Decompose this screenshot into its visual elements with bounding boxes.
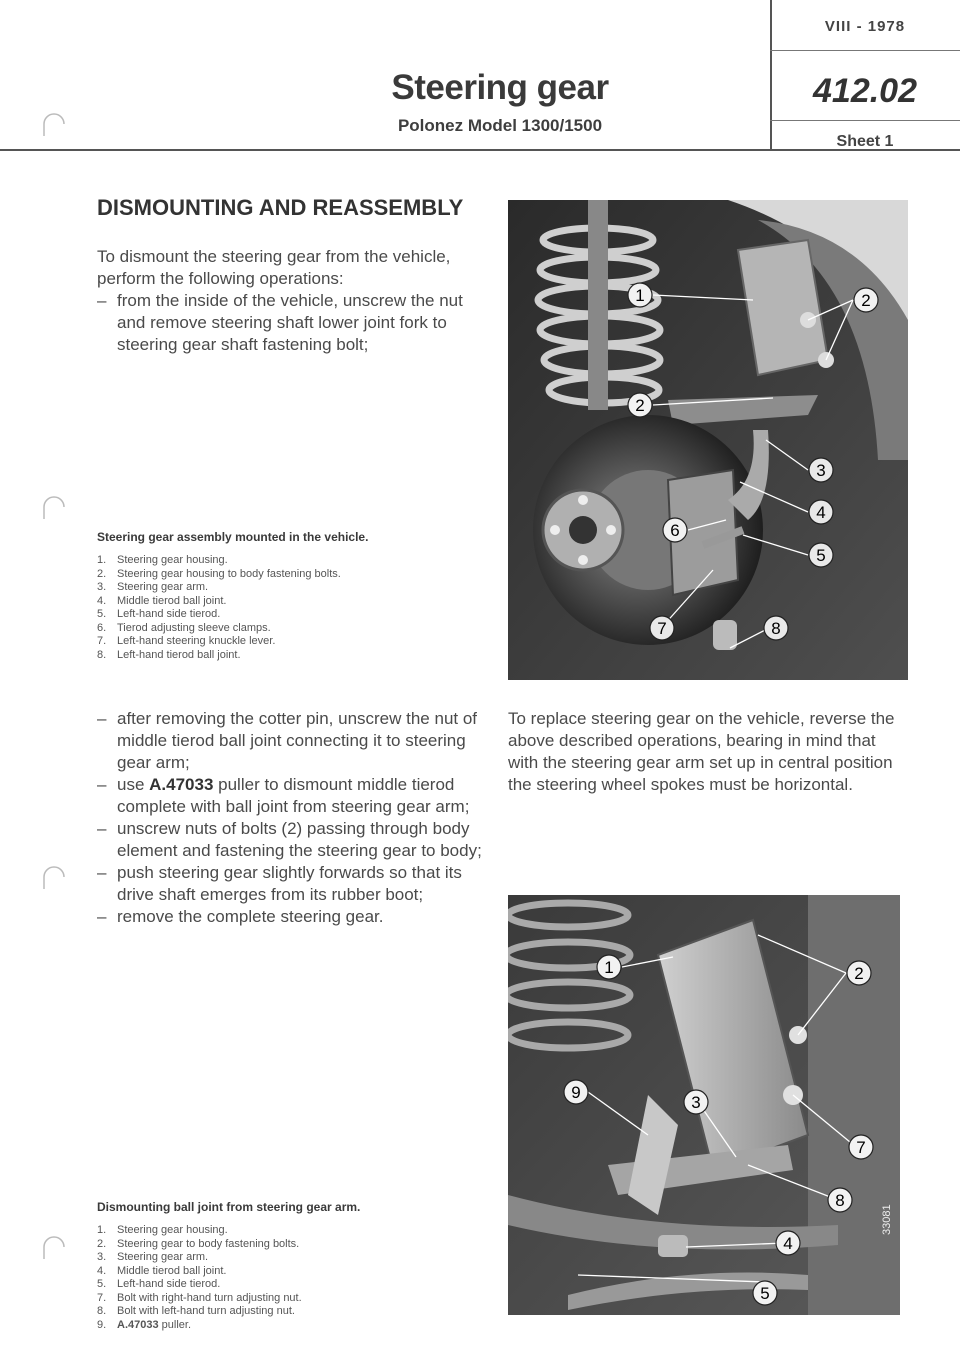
intro-paragraph: To dismount the steering gear from the vehicle, perform the following operations: [97,247,451,288]
figure2-photo [508,895,900,1315]
figure1-legend [97,554,477,662]
callout-label: 3 [691,1093,701,1112]
callout-label: 9 [571,1083,581,1102]
callout-label: 8 [771,619,781,638]
legend-item: 9. A.47033 puller. [97,1318,192,1331]
procedure-steps-top [97,290,492,356]
callout-4 [809,500,833,524]
section-code: 412.02 [813,72,917,110]
callout-label: 6 [670,521,680,540]
procedure-step: – after removing the cotter pin, unscrew the nut of middle tierod ball joint connecting it to steering gear arm; [97,708,492,774]
legend-item: 3. Steering gear arm. [97,1251,209,1263]
callout-6 [663,518,687,542]
registration-mark [40,495,68,523]
callout-2 [847,961,871,985]
procedure-step: – use A.47033 puller to dismount middle tierod complete with ball joint from steering gear arm; [97,774,492,818]
callout-label: 7 [856,1138,866,1157]
legend-item: 1. Steering gear housing. [97,1224,228,1236]
registration-mark [40,112,68,140]
callout-3 [684,1090,708,1114]
section-heading: DISMOUNTING AND REASSEMBLY [97,195,464,220]
page-title: Steering gear [391,68,609,107]
figure1-caption-block [97,530,477,662]
callout-1 [597,955,621,979]
header-box-rule [770,50,960,51]
registration-mark [40,865,68,893]
callout-7 [650,616,674,640]
legend-item: 5. Left-hand side tierod. [97,1278,221,1290]
callout-1 [628,283,652,307]
legend-item: 7. Left-hand steering knuckle lever. [97,635,276,647]
ball-joint [713,620,737,650]
legend-item: 8. Left-hand tierod ball joint. [97,648,241,661]
reassembly-paragraph: To replace steering gear on the vehicle, reverse the above described operations, bearing in mind that with the steering gear arm set up in central position the steering wheel spokes must be horizontal. [508,709,895,794]
callout-label: 7 [657,619,667,638]
procedure-steps-bottom [97,708,492,928]
legend-item: 4. Middle tierod ball joint. [97,594,227,607]
legend-item: 2. Steering gear to body fastening bolts. [97,1237,300,1250]
callout-label: 1 [635,286,645,305]
callout-9 [564,1080,588,1104]
legend-item: 1. Steering gear housing. [97,554,228,566]
legend-item: 2. Steering gear housing to body fastening bolts. [97,567,341,580]
callout-label: 5 [816,546,826,565]
figure1-photo [508,200,908,680]
callout-2 [854,288,878,312]
model-subtitle: Polonez Model 1300/1500 [397,116,603,135]
tool-number: A.47033 [149,775,214,794]
callout-4 [776,1231,800,1255]
legend-item: 4. Middle tierod ball joint. [97,1264,227,1277]
figure2-caption-block [97,1200,477,1332]
callout-8 [764,616,788,640]
procedure-step: – remove the complete steering gear. [97,906,492,928]
callout-label: 3 [816,461,826,480]
callout-label: 2 [635,396,645,415]
legend-item: 6. Tierod adjusting sleeve clamps. [97,621,271,634]
callout-8 [828,1188,852,1212]
legend-item: 5. Left-hand side tierod. [97,608,221,620]
callout-label: 2 [854,964,864,983]
callout-label: 4 [783,1234,793,1253]
photo-serial: 33081 [881,1204,893,1235]
procedure-step: – from the inside of the vehicle, unscrew the nut and remove steering shaft lower joint fork to steering gear shaft fastening bolt; [97,290,492,356]
header-box-rule [770,120,960,121]
callout-label: 1 [604,958,614,977]
callout-label: 5 [760,1284,770,1303]
procedure-step: – unscrew nuts of bolts (2) passing through body element and fastening the steering gear to body; [97,818,492,862]
callout-7 [849,1135,873,1159]
tool-number: A.47033 [117,1318,159,1331]
callout-5 [753,1281,777,1305]
callout-label: 4 [816,503,826,522]
procedure-step: – push steering gear slightly forwards so that its drive shaft emerges from its rubber boot; [97,862,492,906]
callout-label: 2 [861,291,871,310]
legend-item: 3. Steering gear arm. [97,581,209,593]
sheet-number: Sheet 1 [836,133,894,150]
legend-item: 8. Bolt with left-hand turn adjusting nut. [97,1305,295,1317]
callout-label: 8 [835,1191,845,1210]
registration-mark [40,1235,68,1263]
revision-date: VIII - 1978 [824,18,906,35]
callout-2 [628,393,652,417]
legend-item: 7. Bolt with right-hand turn adjusting nut. [97,1291,302,1304]
callout-3 [809,458,833,482]
figure2-legend [97,1224,477,1332]
figure1-caption: Steering gear assembly mounted in the vehicle. [97,530,369,544]
figure2-caption: Dismounting ball joint from steering gear arm. [97,1200,361,1214]
callout-5 [809,543,833,567]
